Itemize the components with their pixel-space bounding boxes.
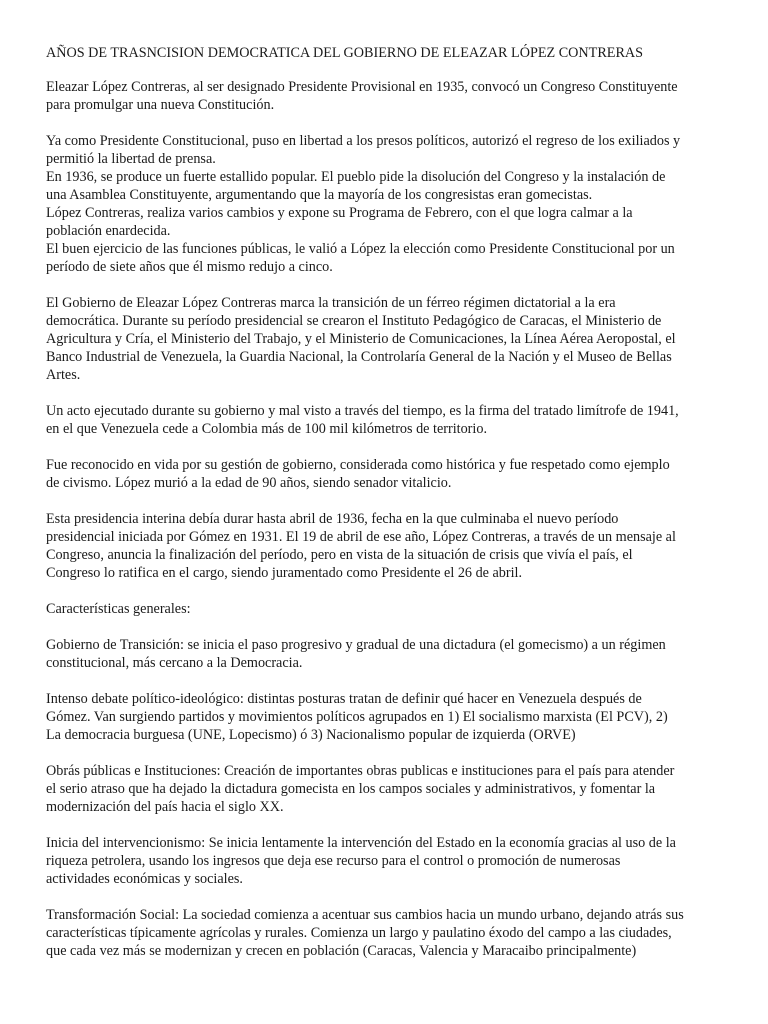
document-page <box>46 44 726 978</box>
document-title: AÑOS DE TRASNCISION DEMOCRATICA DEL GOBIERNO DE ELEAZAR LÓPEZ CONTRERAS <box>46 45 644 61</box>
text-line: Artes. <box>46 367 81 383</box>
text-line: constitucional, más cercano a la Democracia. <box>46 655 303 671</box>
text-line: una Asamblea Constituyente, argumentando que la mayoría de los congresistas eran gomecistas. <box>46 187 593 203</box>
text-line: Un acto ejecutado durante su gobierno y mal visto a través del tiempo, es la firma del tratado limítrofe de 1941, <box>46 403 679 419</box>
text-line: Obrás públicas e Instituciones: Creación de importantes obras publicas e instituciones para el país para atender <box>46 763 675 779</box>
paragraph <box>46 456 726 492</box>
text-line: para promulgar una nueva Constitución. <box>46 97 275 113</box>
text-line: El buen ejercicio de las funciones públicas, le valió a López la elección como Presidente Constitucional por un <box>46 241 675 257</box>
text-line: presidencial iniciada por Gómez en 1931. El 19 de abril de ese año, López Contreras, a través de un mensaje al <box>46 529 676 545</box>
text-line: en el que Venezuela cede a Colombia más de 100 mil kilómetros de territorio. <box>46 421 487 437</box>
text-line: permitió la libertad de prensa. <box>46 151 216 167</box>
paragraph <box>46 510 726 582</box>
text-line: características típicamente agrícolas y rurales. Comienza un largo y paulatino éxodo del campo a las ciudades, <box>46 925 672 941</box>
text-line: El Gobierno de Eleazar López Contreras marca la transición de un férreo régimen dictatorial a la era <box>46 295 616 311</box>
text-line: La democracia burguesa (UNE, Lopecismo) ó 3) Nacionalismo popular de izquierda (ORVE) <box>46 727 576 743</box>
text-line: período de siete años que él mismo redujo a cinco. <box>46 259 333 275</box>
text-line: Agricultura y Cría, el Ministerio del Trabajo, y el Ministerio de Comunicaciones, la Línea Aérea Aeropostal, el <box>46 331 676 347</box>
paragraph <box>46 906 726 960</box>
paragraph <box>46 402 726 438</box>
text-line: de civismo. López murió a la edad de 90 años, siendo senador vitalicio. <box>46 475 452 491</box>
text-line: Banco Industrial de Venezuela, la Guardia Nacional, la Controlaría General de la Nación y el Museo de Bellas <box>46 349 672 365</box>
text-line: Intenso debate político-ideológico: distintas posturas tratan de definir qué hacer en Venezuela después de <box>46 691 642 707</box>
text-line: Características generales: <box>46 601 191 617</box>
text-line: En 1936, se produce un fuerte estallido popular. El pueblo pide la disolución del Congreso y la instalación de <box>46 169 666 185</box>
text-line: Ya como Presidente Constitucional, puso en libertad a los presos políticos, autorizó el regreso de los exiliados y <box>46 133 681 149</box>
text-line: Congreso lo ratifica en el cargo, siendo juramentado como Presidente el 26 de abril. <box>46 565 523 581</box>
paragraph <box>46 636 726 672</box>
paragraph <box>46 834 726 888</box>
paragraph <box>46 690 726 744</box>
text-line: que cada vez más se modernizan y crecen en población (Caracas, Valencia y Maracaibo principalmente) <box>46 943 637 959</box>
text-line: el serio atraso que ha dejado la dictadura gomecista en los campos sociales y administrativos, y fomentar la <box>46 781 656 797</box>
text-line: democrática. Durante su período presidencial se crearon el Instituto Pedagógico de Caracas, el Ministerio de <box>46 313 662 329</box>
text-line: Esta presidencia interina debía durar hasta abril de 1936, fecha en la que culminaba el nuevo período <box>46 511 619 527</box>
paragraph <box>46 762 726 816</box>
text-line: Inicia del intervencionismo: Se inicia lentamente la intervención del Estado en la economía gracias al uso de la <box>46 835 676 851</box>
text-line: Eleazar López Contreras, al ser designado Presidente Provisional en 1935, convocó un Congreso Constituyente <box>46 79 678 95</box>
text-line: López Contreras, realiza varios cambios y expone su Programa de Febrero, con el que logra calmar a la <box>46 205 633 221</box>
paragraph <box>46 132 726 276</box>
text-line: Gobierno de Transición: se inicia el paso progresivo y gradual de una dictadura (el gomecismo) a un régimen <box>46 637 666 653</box>
text-line: Gómez. Van surgiendo partidos y movimientos políticos agrupados en 1) El socialismo marxista (El PCV), 2) <box>46 709 668 725</box>
document-body <box>46 78 726 960</box>
paragraph <box>46 294 726 384</box>
text-line: Transformación Social: La sociedad comienza a acentuar sus cambios hacia un mundo urbano, dejando atrás sus <box>46 907 684 923</box>
text-line: Congreso, anuncia la finalización del período, pero en vista de la situación de crisis que vivía el país, el <box>46 547 633 563</box>
text-line: Fue reconocido en vida por su gestión de gobierno, considerada como histórica y fue respetado como ejemplo <box>46 457 670 473</box>
paragraph <box>46 600 726 618</box>
text-line: modernización del país hacia el siglo XX. <box>46 799 284 815</box>
text-line: riqueza petrolera, usando los ingresos que deja ese recurso para el control o promoción de numerosas <box>46 853 621 869</box>
text-line: actividades económicas y sociales. <box>46 871 243 887</box>
paragraph <box>46 78 726 114</box>
text-line: población enardecida. <box>46 223 171 239</box>
